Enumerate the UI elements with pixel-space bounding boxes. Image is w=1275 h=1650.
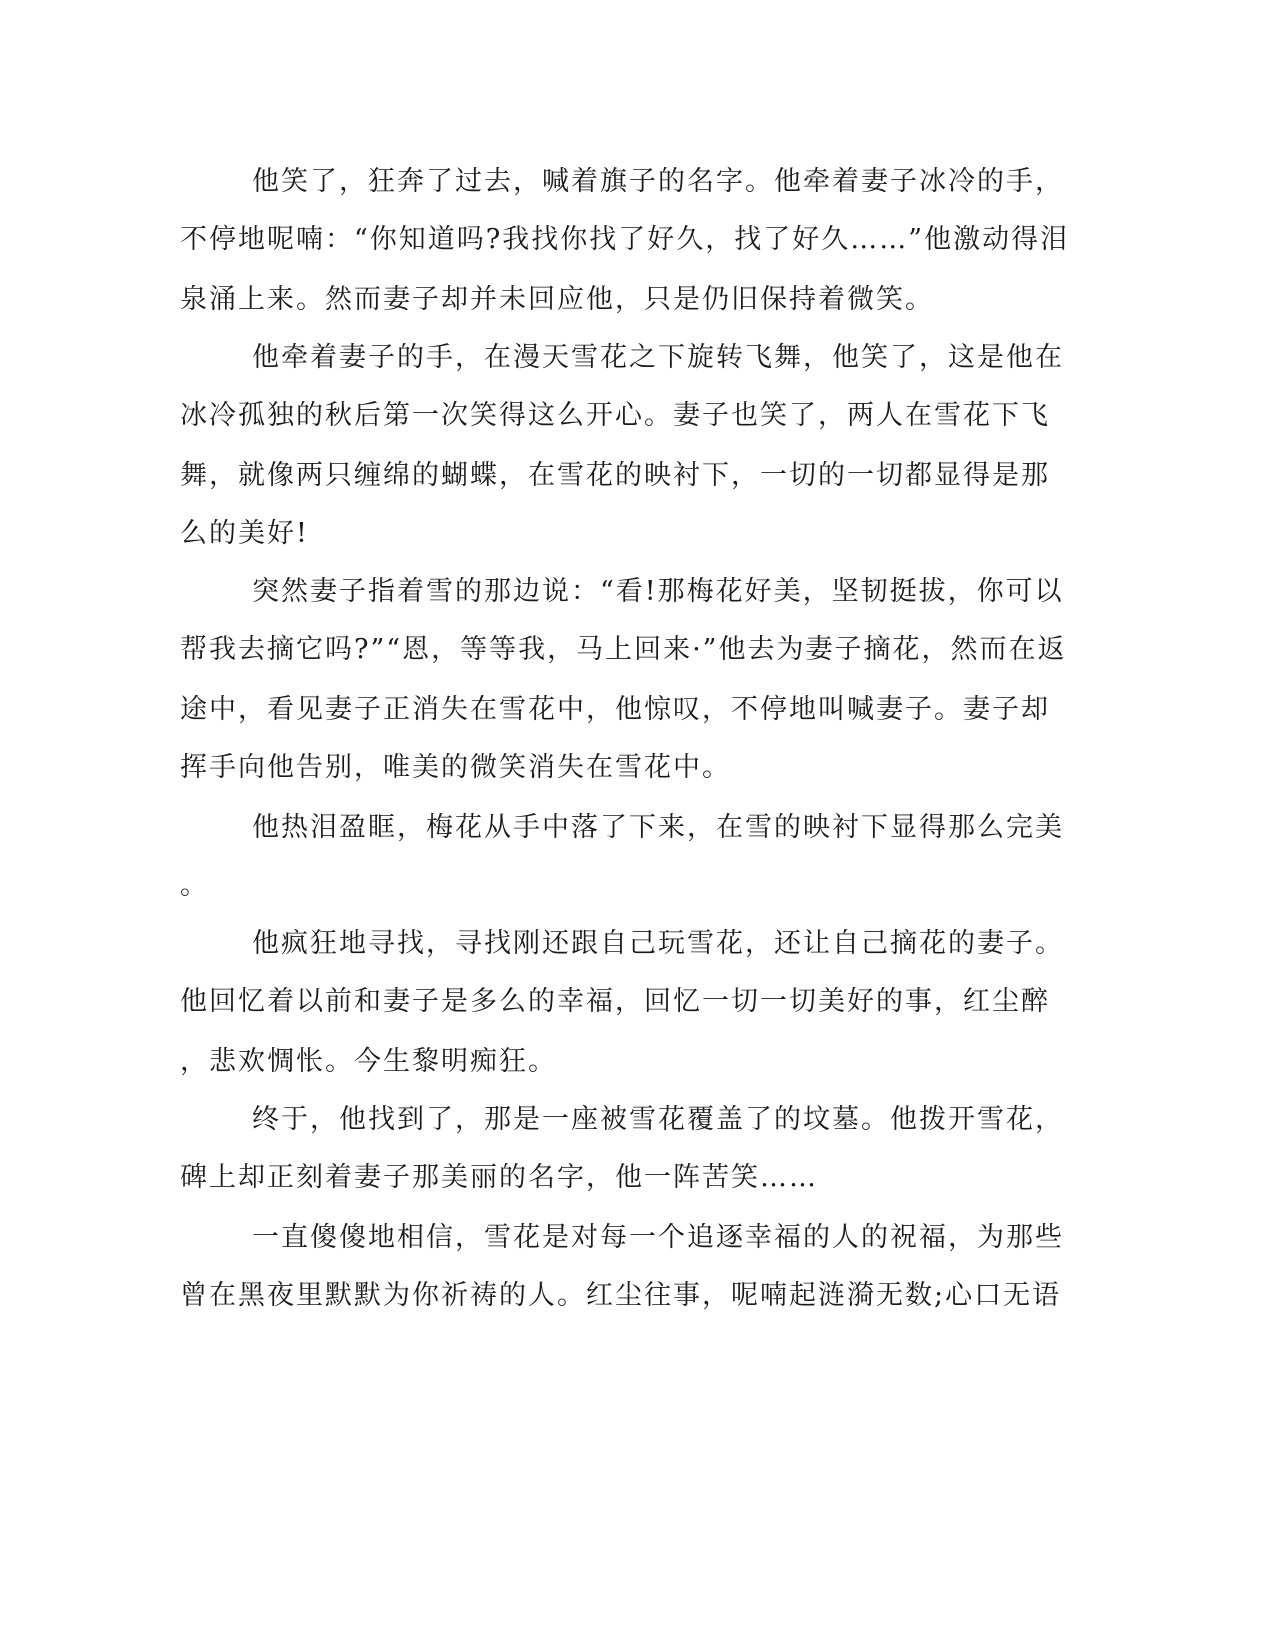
text-line: 突然妻子指着雪的那边说：“看!那梅花好美，坚韧挺拔，你可以 [252,576,1064,607]
text-line: 冰冷孤独的秋后第一次笑得这么开心。妻子也笑了，两人在雪花下飞 [180,400,1050,431]
text-line: ，悲欢惆怅。今生黎明痴狂。 [180,1046,557,1077]
text-line: 他热泪盈眶，梅花从手中落了下来，在雪的映衬下显得那么完美 [252,812,1064,843]
text-line: 一直傻傻地相信，雪花是对每一个追逐幸福的人的祝福，为那些 [252,1222,1064,1253]
text-line: 舞，就像两只缠绵的蝴蝶，在雪花的映衬下，一切的一切都显得是那 [180,460,1050,491]
text-line: 碑上却正刻着妻子那美丽的名字，他一阵苦笑…… [180,1162,818,1193]
text-line: 帮我去摘它吗?”“恩，等等我，马上回来·”他去为妻子摘花，然而在返 [180,634,1067,665]
text-line: 途中，看见妻子正消失在雪花中，他惊叹，不停地叫喊妻子。妻子却 [180,694,1050,725]
text-line: 终于，他找到了，那是一座被雪花覆盖了的坟墓。他拨开雪花， [252,1104,1064,1135]
text-line: 他回忆着以前和妻子是多么的幸福，回忆一切一切美好的事，红尘醉 [180,986,1050,1017]
text-line: 挥手向他告别，唯美的微笑消失在雪花中。 [180,752,731,783]
text-line: 不停地呢喃：“你知道吗?我找你找了好久，找了好久……”他激动得泪 [180,224,1070,255]
text-line: 。 [180,870,209,901]
text-line: 曾在黑夜里默默为你祈祷的人。红尘往事，呢喃起涟漪无数;心口无语 [180,1280,1062,1311]
text-line: 么的美好! [180,518,309,549]
text-line: 他笑了，狂奔了过去，喊着旗子的名字。他牵着妻子冰冷的手， [252,166,1064,197]
text-line: 他疯狂地寻找，寻找刚还跟自己玩雪花，还让自己摘花的妻子。 [252,928,1064,959]
text-line: 他牵着妻子的手，在漫天雪花之下旋转飞舞，他笑了，这是他在 [252,342,1064,373]
text-line: 泉涌上来。然而妻子却并未回应他，只是仍旧保持着微笑。 [180,284,934,315]
